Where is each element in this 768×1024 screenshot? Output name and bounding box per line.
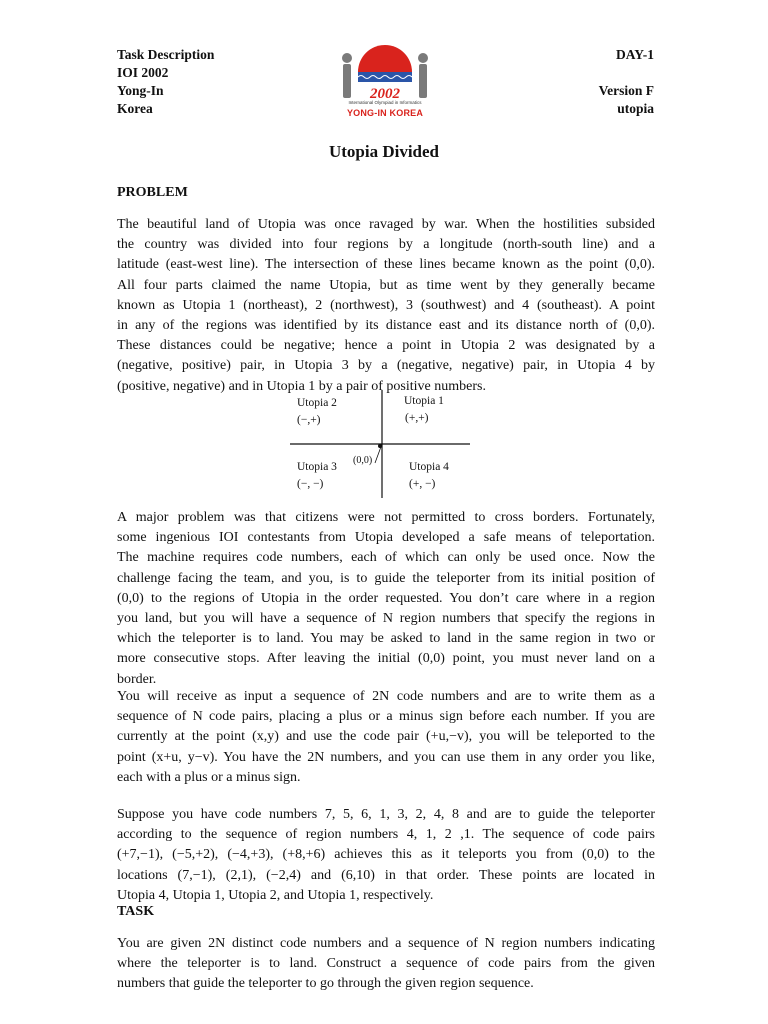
logo-subtitle: International Olympiad in Informatics <box>348 100 422 105</box>
text-line: currently at the point (x,y) and use the code pair (+u,−v), you will be teleported to the <box>117 729 655 745</box>
text-line: point (x+u, y−v). You have the 2N numbers, and you can use them in any order you like, <box>117 749 655 765</box>
text-line: (negative, positive) pair, in Utopia 3 by a (negative, negative) pair, in Utopia 4 by <box>117 358 655 374</box>
text-line: challenge facing the team, and you, is to guide the teleporter from its initial position of <box>117 570 655 586</box>
text-line: according to the sequence of region numbers 4, 1, 2 ,1. The sequence of code pairs <box>117 827 655 843</box>
header-task: utopia <box>617 101 654 116</box>
logo-bottom-text: YONG-IN KOREA <box>346 108 424 118</box>
utopia-4-label: Utopia 4 <box>409 461 449 473</box>
utopia-2-sign: (−,+) <box>297 414 321 426</box>
text-line: more consecutive stops. After leaving the initial (0,0) point, you must never land on a <box>117 651 655 667</box>
utopia-3-sign: (−, −) <box>297 478 324 490</box>
text-line: the country was divided into four regions by a longitude (north-south line) and a <box>117 237 655 253</box>
text-line: latitude (east-west line). The intersection of these lines became known as the point (0,0). <box>117 257 655 273</box>
header-right <box>599 46 654 118</box>
header-left <box>117 46 214 118</box>
text-line: (positive, negative) and in Utopia 1 by a pair of positive numbers. <box>117 378 486 394</box>
text-line: (0,0) to the regions of Utopia in the order requested. You don’t care where in a region <box>117 590 655 606</box>
text-line: locations (7,−1), (2,1), (−2,4) and (6,10) in that order. These points are located in <box>117 867 655 883</box>
header-line: IOI 2002 <box>117 65 169 80</box>
task-heading: TASK <box>117 904 155 919</box>
paragraph-intro <box>117 215 655 397</box>
text-line: in any of the regions was identified by its distance east and its distance north of (0,0). <box>117 317 655 333</box>
text-line: The beautiful land of Utopia was once ravaged by war. When the hostilities subsided <box>117 217 655 232</box>
text-line: known as Utopia 1 (northeast), 2 (northwest), 3 (southwest) and 4 (southeast). A point <box>117 297 655 313</box>
text-line: some ingenious IOI contestants from Utopia developed a safe means of teleportation. <box>117 530 655 546</box>
logo-year-text: 2002 <box>370 86 400 102</box>
text-line: you land, but you will have a sequence of N region numbers that specify the regions in <box>117 610 655 626</box>
utopia-4-sign: (+, −) <box>409 478 436 490</box>
text-line: numbers that guide the teleporter to go through the given region sequence. <box>117 976 534 992</box>
header-line: Yong-In <box>117 83 164 98</box>
origin-label: (0,0) <box>353 455 373 466</box>
text-line: sequence of N code pairs, placing a plus or a minus sign before each number. If you are <box>117 709 655 725</box>
text-line: border. <box>117 671 157 687</box>
header-line: Korea <box>117 101 153 116</box>
utopia-1-label: Utopia 1 <box>404 395 444 407</box>
text-line: The machine requires code numbers, each of which can only be used once. Now the <box>117 550 655 566</box>
text-line: All four parts claimed the name Utopia, but as time went by they generally became <box>117 277 655 293</box>
utopia-quadrant-diagram <box>290 388 480 500</box>
paragraph-example <box>117 805 655 906</box>
utopia-1-sign: (+,+) <box>405 412 429 424</box>
header-day: DAY-1 <box>615 47 654 62</box>
paragraph-task <box>117 934 655 995</box>
ioi-2002-logo <box>338 42 432 122</box>
problem-heading: PROBLEM <box>117 185 188 200</box>
text-line: Suppose you have code numbers 7, 5, 6, 1, 3, 2, 4, 8 and are to guide the teleporter <box>117 807 655 822</box>
text-line: You are given 2N distinct code numbers and a sequence of N region numbers indicating <box>117 936 655 951</box>
text-line: Utopia 4, Utopia 1, Utopia 2, and Utopia 1, respectively. <box>117 887 434 903</box>
header-version: Version F <box>598 83 654 98</box>
text-line: where the teleporter is to land. Construct a sequence of code pairs from the given <box>117 956 655 972</box>
utopia-3-label: Utopia 3 <box>297 461 337 473</box>
paragraph-code-pairs <box>117 687 655 788</box>
text-line: These distances could be negative; hence a point in Utopia 2 was designated by a <box>117 338 655 354</box>
origin-dot <box>378 444 382 448</box>
header-line: Task Description <box>117 47 215 62</box>
page-title: Utopia Divided <box>328 142 440 161</box>
text-line: (+7,−1), (−5,+2), (−4,+3), (+8,+6) achieves this as it teleports you from (0,0) to the <box>117 847 655 863</box>
text-line: You will receive as input a sequence of 2N code numbers and are to write them as a <box>117 689 655 704</box>
text-line: A major problem was that citizens were not permitted to cross borders. Fortunately, <box>117 510 655 525</box>
utopia-2-label: Utopia 2 <box>297 397 337 409</box>
paragraph-teleportation <box>117 508 655 690</box>
text-line: each with a plus or a minus sign. <box>117 769 301 785</box>
text-line: which the teleporter is to land. You may be asked to land in the same region in two or <box>117 631 655 647</box>
